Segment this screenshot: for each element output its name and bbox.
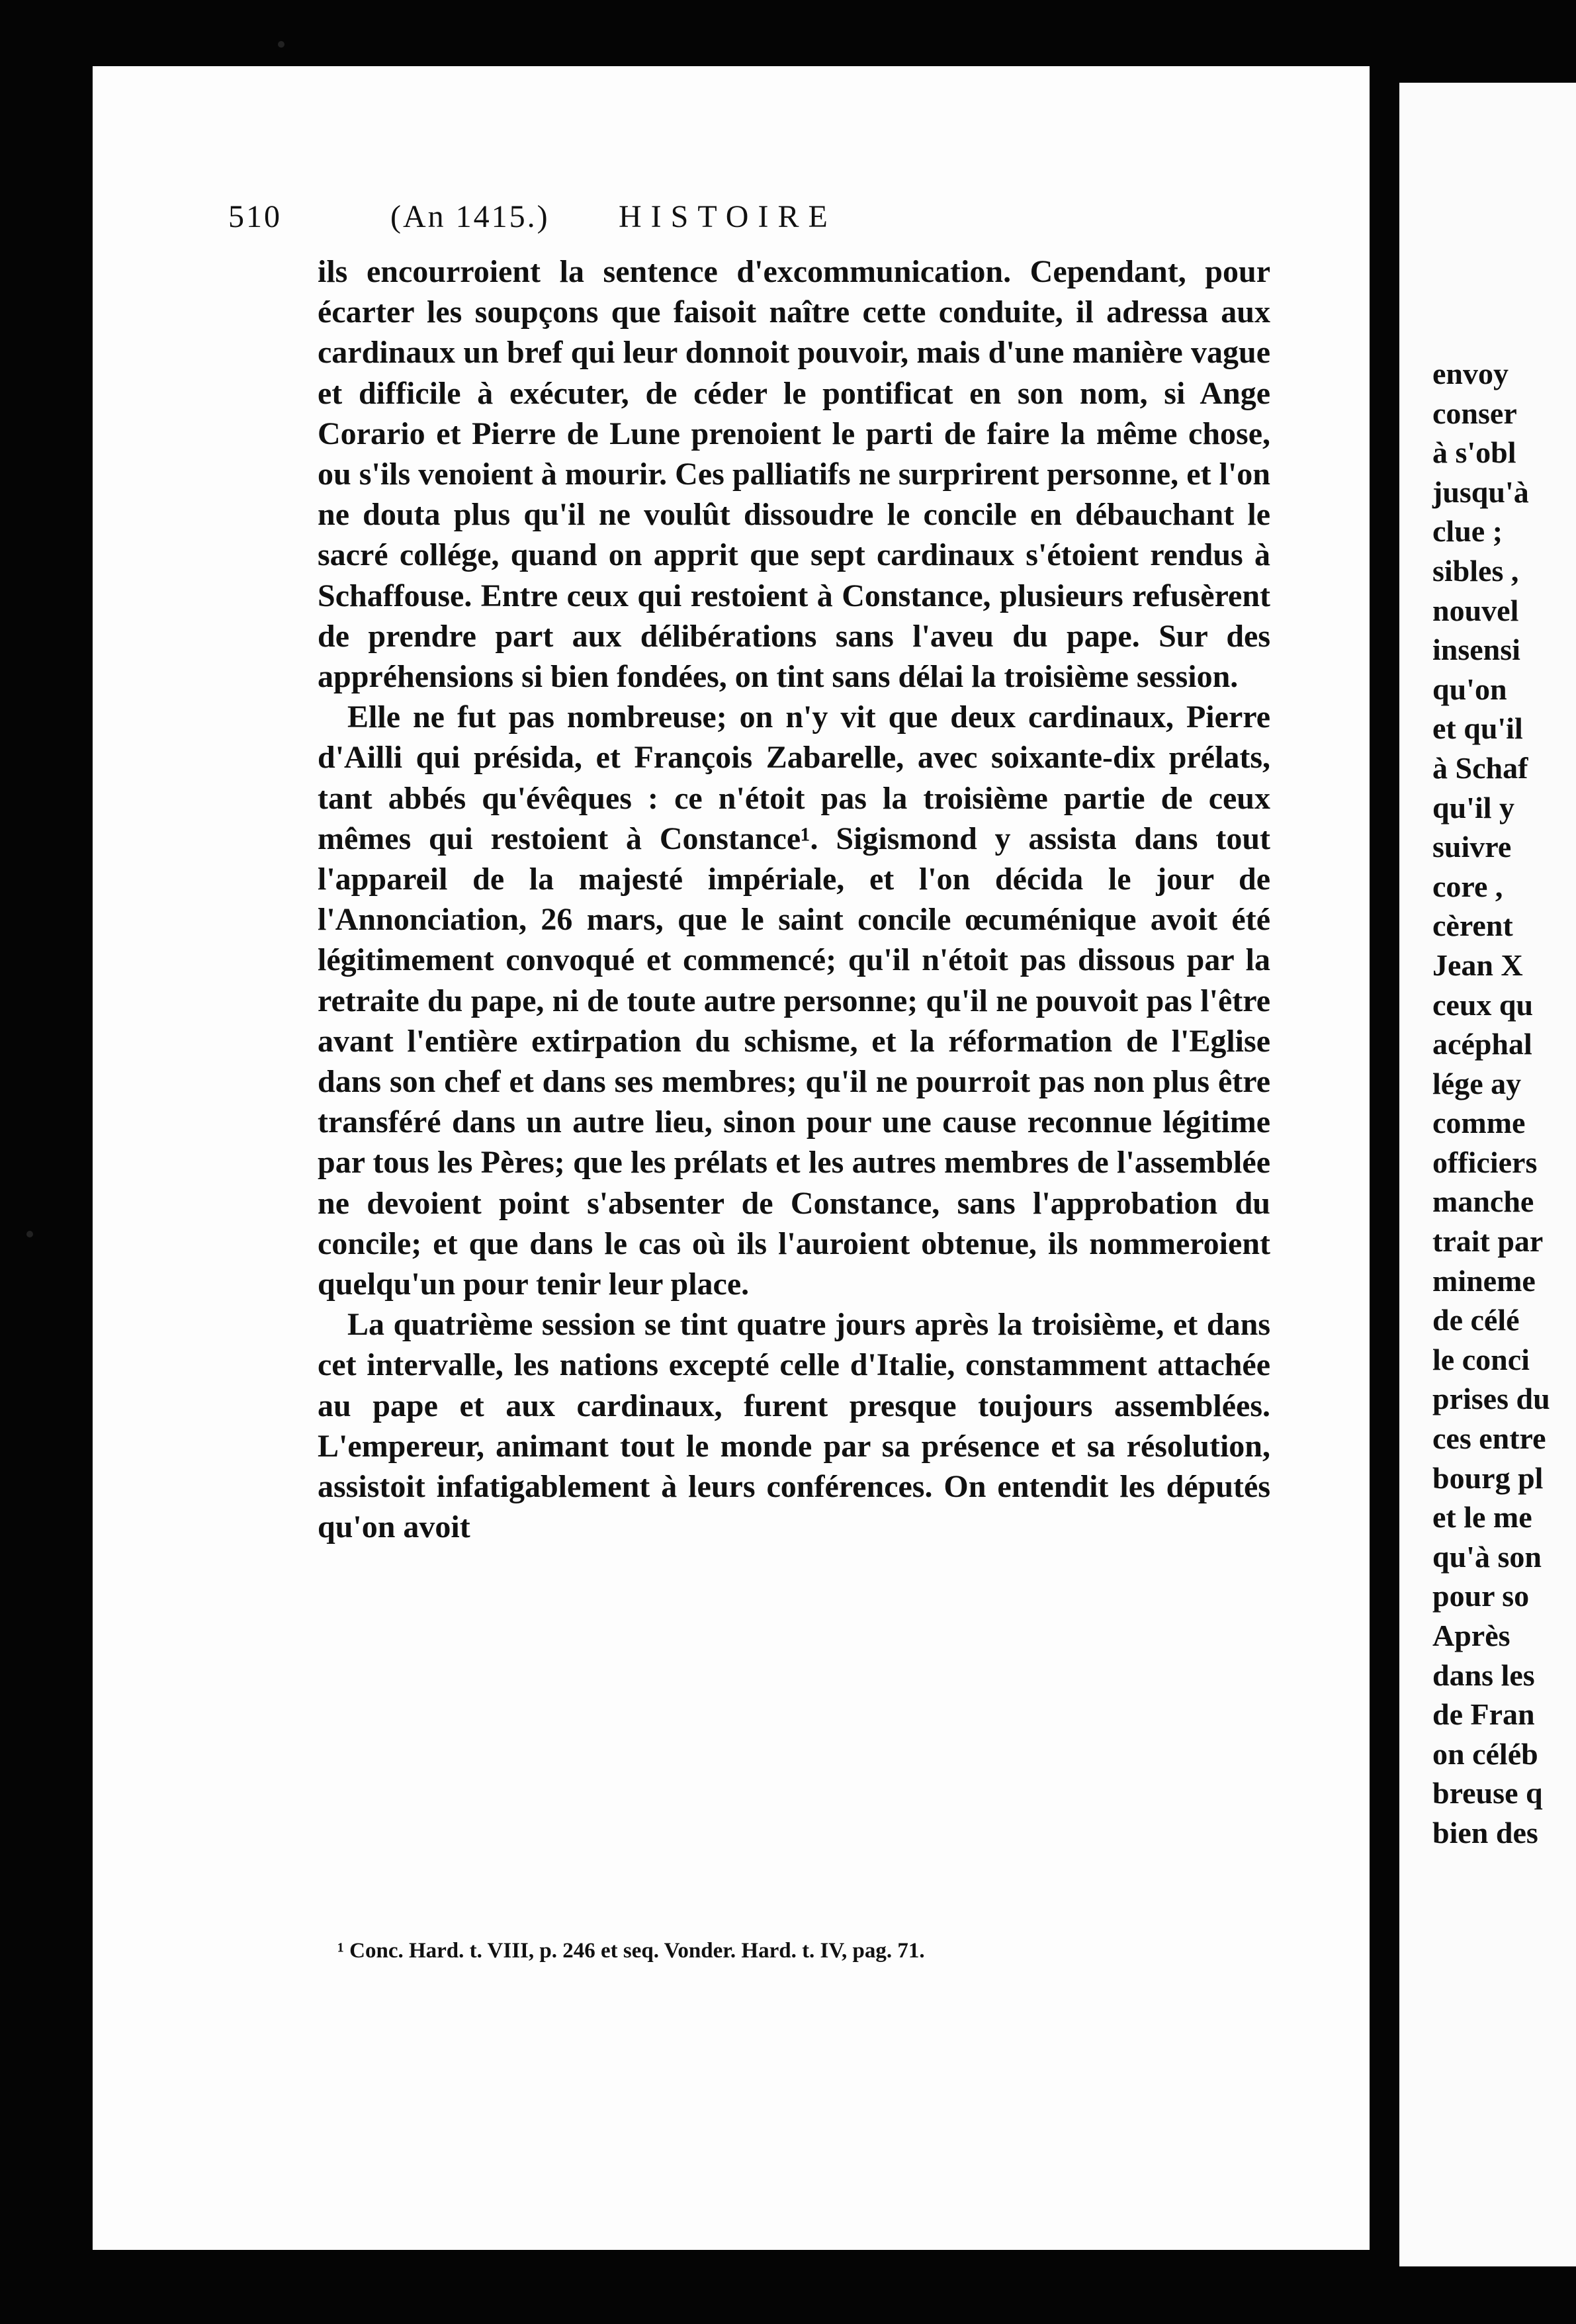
facing-page-line: conser — [1432, 396, 1517, 430]
header-year: (An 1415.) — [390, 199, 550, 234]
facing-page-line: bourg pl — [1432, 1460, 1544, 1495]
facing-page-line: à s'obl — [1432, 435, 1516, 470]
facing-page-line: ceux qu — [1432, 987, 1534, 1022]
footnote: ¹ Conc. Hard. t. VIII, p. 246 et seq. Vonder. Hard. t. IV, pag. 71. — [337, 1939, 925, 1963]
facing-page-line: et qu'il — [1432, 711, 1523, 746]
facing-page-line: suivre — [1432, 830, 1512, 864]
facing-page-line: manche — [1432, 1184, 1534, 1219]
facing-page-line: jusqu'à — [1432, 474, 1529, 509]
facing-page-line: clue ; — [1432, 514, 1503, 549]
facing-page-line: trait par — [1432, 1224, 1544, 1259]
facing-page-line: dans les — [1432, 1658, 1535, 1692]
scan-speck — [278, 41, 285, 48]
facing-page-line: le conci — [1432, 1342, 1530, 1376]
facing-page-line: envoy — [1432, 357, 1509, 390]
facing-page-line: prises du — [1432, 1382, 1550, 1416]
facing-page-lines — [1432, 354, 1550, 1853]
scan-speck — [26, 1231, 33, 1237]
body-text — [318, 251, 1270, 1548]
paragraph-1: ils encourroient la sentence d'excommunication. Cependant, pour écarter les soupçons que faisoit naître cette conduite, il adressa aux cardinaux un bref qui leur donnoit pouvoir, mais d'une manière vague et difficile à exécuter, de céder le pontificat en son nom, si Ange Corario et Pierre de Lune prenoient le parti de faire la même chose, ou s'ils venoient à mourir. Ces palliatifs ne surprirent personne, et l'on ne douta plus qu'il ne voulût dissoudre le concile en débauchant le sacré collége, quand on apprit que sept cardinaux s'étoient rendus à Schaffouse. Entre ceux qui restoient à Constance, plusieurs refusèrent de prendre part aux délibérations sans l'aveu du pape. Sur des appréhensions si bien fondées, on tint sans délai la troisième session. — [318, 254, 1270, 695]
paragraph-2: Elle ne fut pas nombreuse; on n'y vit que deux cardinaux, Pierre d'Ailli qui présida, et François Zabarelle, avec soixante-dix prélats, tant abbés qu'évêques : ce n'étoit pas la troisième partie de ceux mêmes qui restoient à Constance¹. Sigismond y assista dans tout l'appareil de la majesté impériale, et l'on décida le jour de l'Annonciation, 26 mars, que le saint concile œcuménique avoit été légitimement convoqué et commencé; qu'il n'étoit pas dissous par la retraite du pape, ni de toute autre personne; qu'il ne pouvoit pas l'être avant l'entière extirpation du schisme, et la réformation de l'Eglise dans son chef et dans ses membres; qu'il ne pourroit pas non plus être transféré dans un autre lieu, sinon pour une cause reconnue légitime par tous les Pères; que les prélats et les autres membres de l'assemblée ne devoient point s'absenter de Constance, sans l'approbation du concile; et que dans le cas où ils l'auroient obtenue, ils nommeroient quelqu'un pour tenir leur place. — [318, 699, 1270, 1302]
facing-page-line: bien des — [1432, 1815, 1538, 1850]
header-title: HISTOIRE — [619, 199, 837, 234]
paragraph-3: La quatrième session se tint quatre jours après la troisième, et dans cet intervalle, les nations excepté celle d'Italie, constamment attachée au pape et aux cardinaux, furent presque toujours assemblées. L'empereur, animant tout le monde par sa présence et sa résolution, assistoit infatigablement à leurs conférences. On entendit les députés qu'on avoit — [318, 1307, 1270, 1545]
page-number: 510 — [228, 199, 282, 234]
facing-page-fragment — [1399, 83, 1576, 2266]
facing-page-line: insensi — [1432, 633, 1520, 667]
facing-page-line: qu'on — [1432, 672, 1507, 706]
facing-page-line: acéphal — [1432, 1027, 1532, 1061]
facing-page-line: Jean X — [1432, 948, 1523, 982]
facing-page-line: de Fran — [1432, 1697, 1535, 1732]
facing-page-line: pour so — [1432, 1579, 1530, 1613]
facing-page-line: breuse q — [1432, 1776, 1543, 1810]
facing-page-line: de célé — [1432, 1303, 1520, 1337]
facing-page-line: à Schaf — [1432, 750, 1528, 785]
facing-page-line: comme — [1432, 1106, 1526, 1140]
running-header — [228, 199, 1287, 245]
facing-page-line: sibles , — [1432, 553, 1519, 588]
facing-page-line: et le me — [1432, 1500, 1532, 1535]
facing-page-line: qu'il y — [1432, 790, 1515, 825]
facing-page-line: core , — [1432, 869, 1503, 903]
facing-page-line: qu'à son — [1432, 1539, 1542, 1574]
facing-page-line: lége ay — [1432, 1066, 1522, 1100]
facing-page-line: Après — [1432, 1619, 1510, 1652]
facing-page-line: ces entre — [1432, 1421, 1546, 1456]
facing-page-line: on céléb — [1432, 1736, 1538, 1771]
facing-page-line: nouvel — [1432, 593, 1519, 627]
facing-page-line: officiers — [1432, 1145, 1538, 1179]
facing-page-line: mineme — [1432, 1263, 1536, 1298]
facing-page-line: cèrent — [1432, 909, 1513, 943]
